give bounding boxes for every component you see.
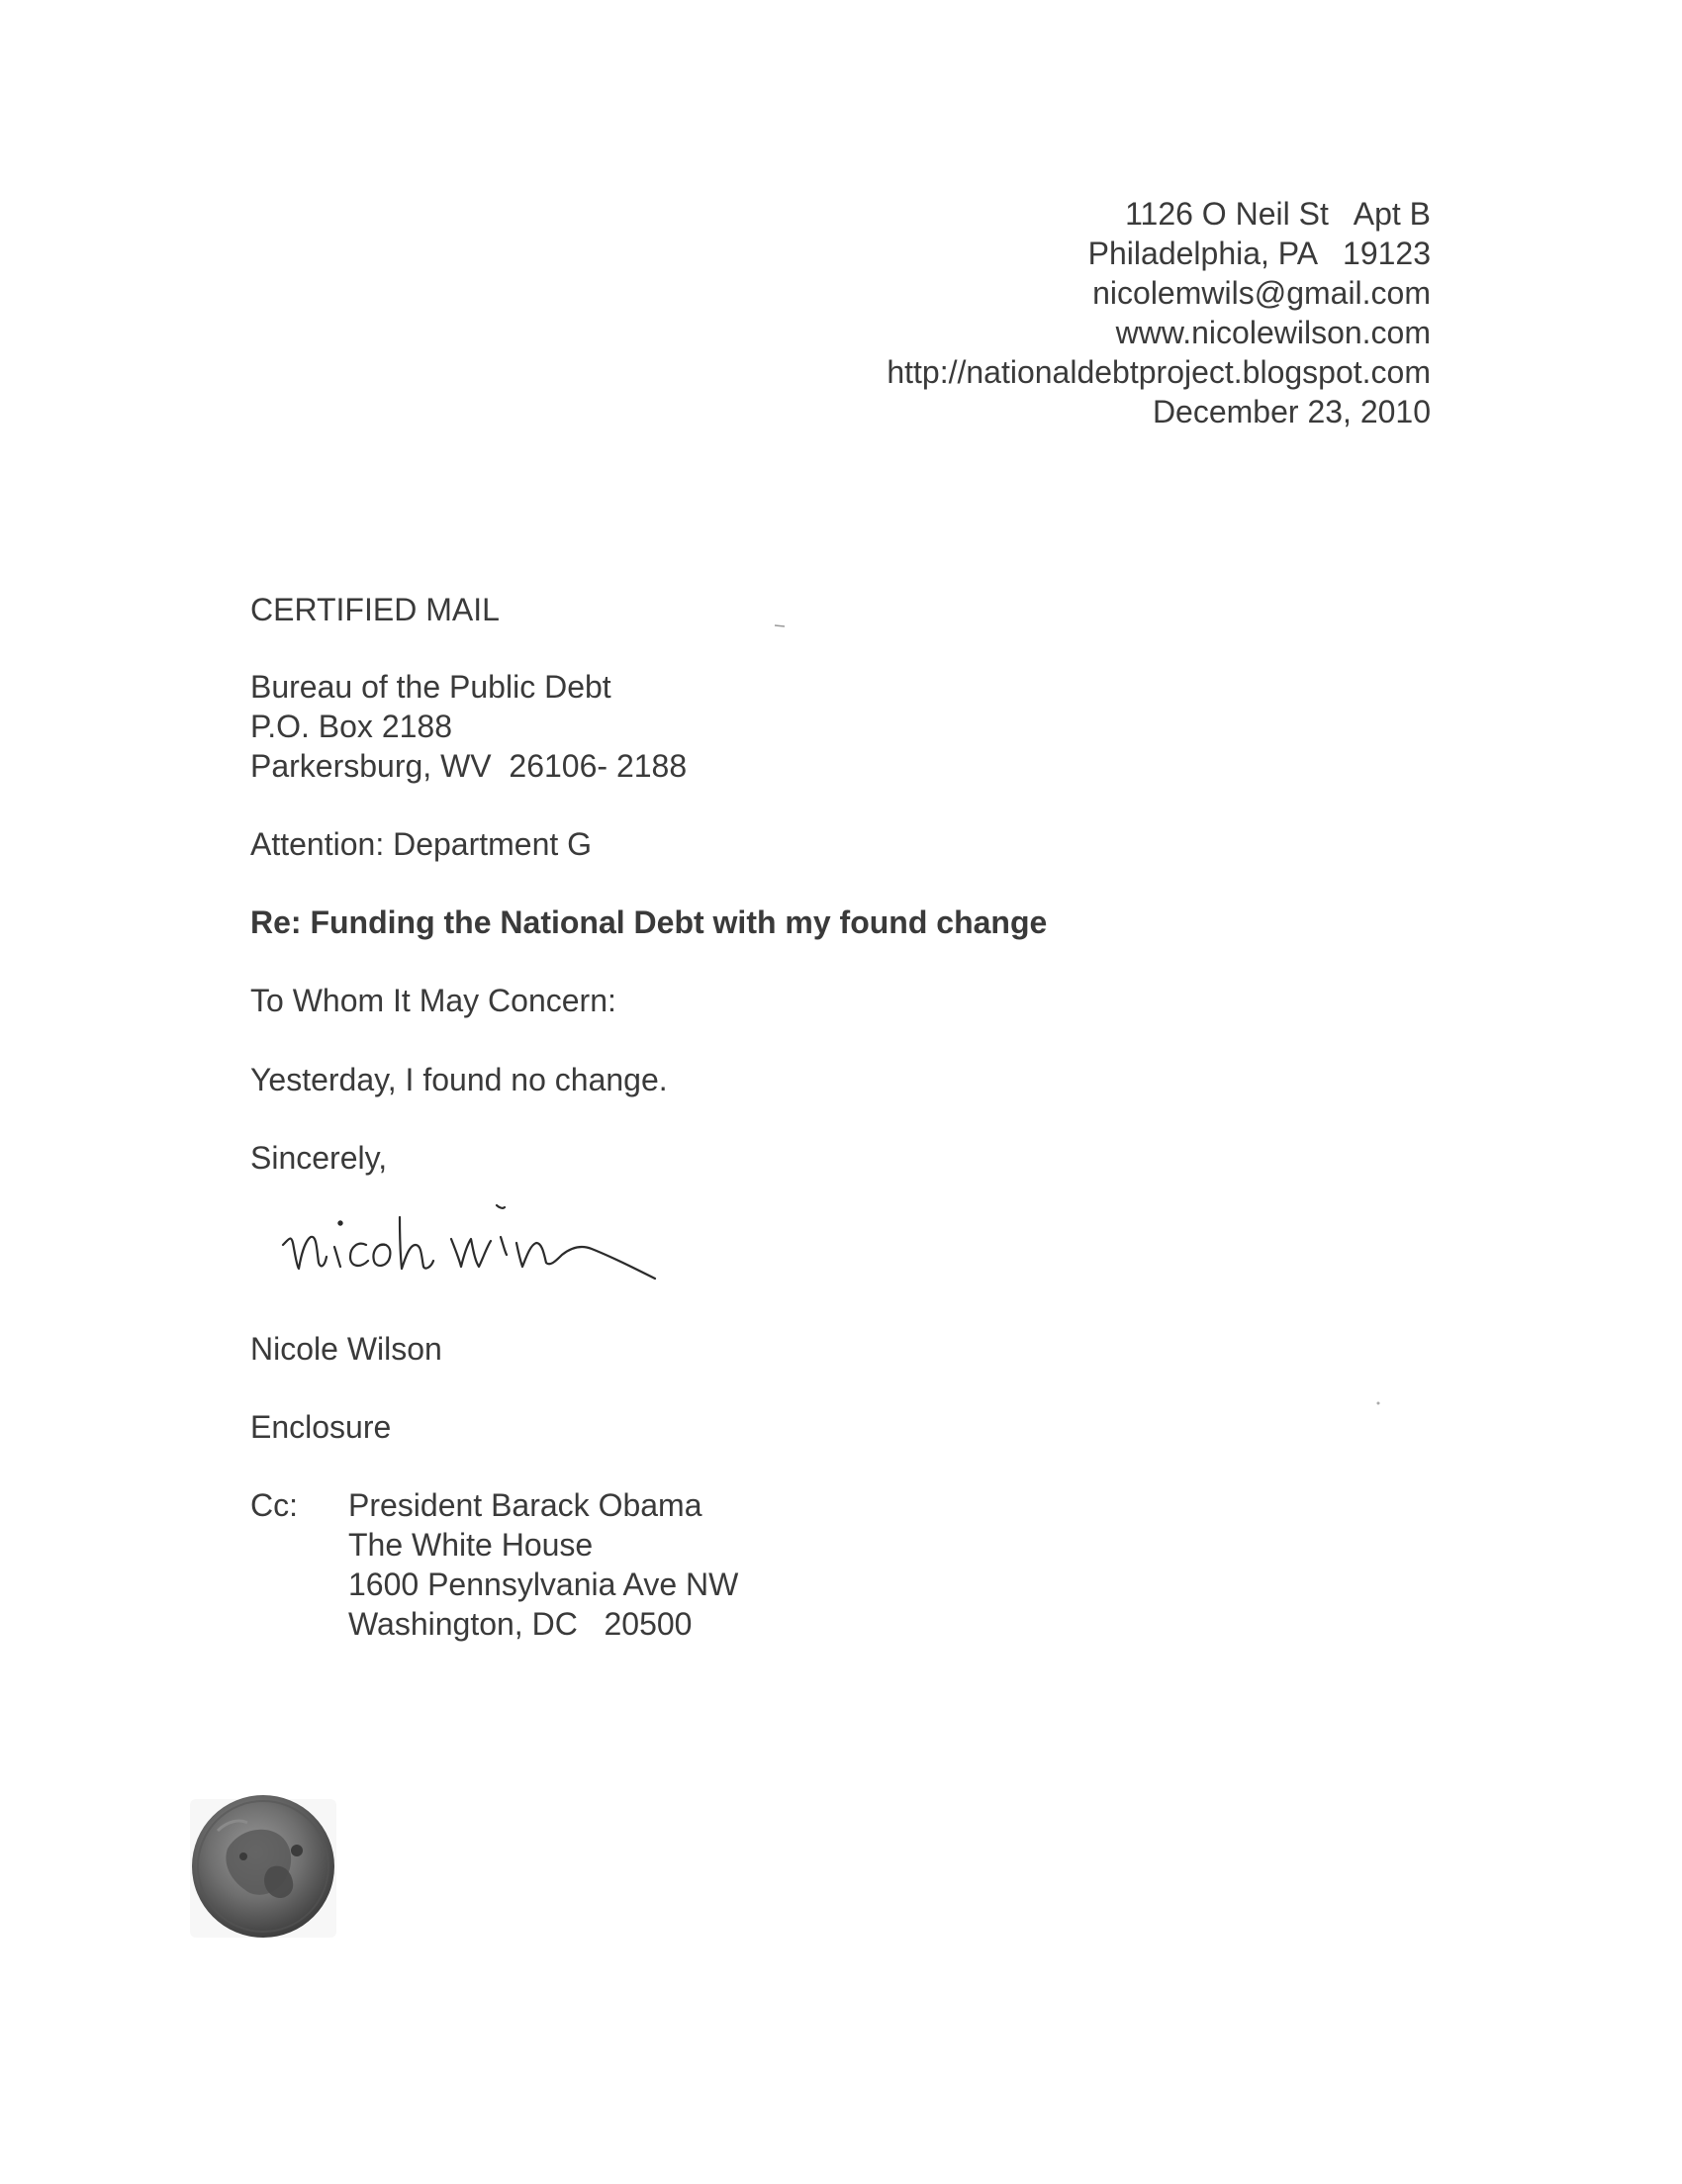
letter-date: December 23, 2010 <box>1152 394 1431 429</box>
closing: Sincerely, <box>250 1140 388 1176</box>
attention-line: Attention: Department G <box>250 826 593 862</box>
cc-name: President Barack Obama <box>348 1487 702 1523</box>
taped-coin-icon <box>188 1791 338 1942</box>
sender-website: www.nicolewilson.com <box>1115 315 1431 350</box>
cc-organization: The White House <box>348 1527 594 1563</box>
sender-street: 1126 O Neil St Apt B <box>1125 196 1431 232</box>
cc-label: Cc: <box>250 1487 298 1523</box>
sender-email: nicolemwils@gmail.com <box>1092 275 1431 311</box>
recipient-po-box: P.O. Box 2188 <box>250 709 452 744</box>
enclosure-note: Enclosure <box>250 1409 392 1445</box>
letter-body: Yesterday, I found no change. <box>250 1062 668 1097</box>
recipient-name: Bureau of the Public Debt <box>250 669 611 705</box>
signer-name: Nicole Wilson <box>250 1331 442 1367</box>
mail-type: CERTIFIED MAIL <box>250 592 500 627</box>
cc-street: 1600 Pennsylvania Ave NW <box>348 1567 739 1602</box>
subject-line: Re: Funding the National Debt with my found change <box>250 904 1048 940</box>
salutation: To Whom It May Concern: <box>250 983 616 1018</box>
sender-city-line: Philadelphia, PA 19123 <box>1087 236 1431 271</box>
sender-blog: http://nationaldebtproject.blogspot.com <box>887 354 1431 390</box>
cc-address-block <box>348 1485 738 1644</box>
cc-city-line: Washington, DC 20500 <box>348 1606 693 1642</box>
handwritten-signature <box>275 1187 740 1296</box>
sender-address-block <box>887 194 1431 431</box>
recipient-city-line: Parkersburg, WV 26106- 2188 <box>250 748 688 784</box>
recipient-address-block <box>250 667 687 786</box>
